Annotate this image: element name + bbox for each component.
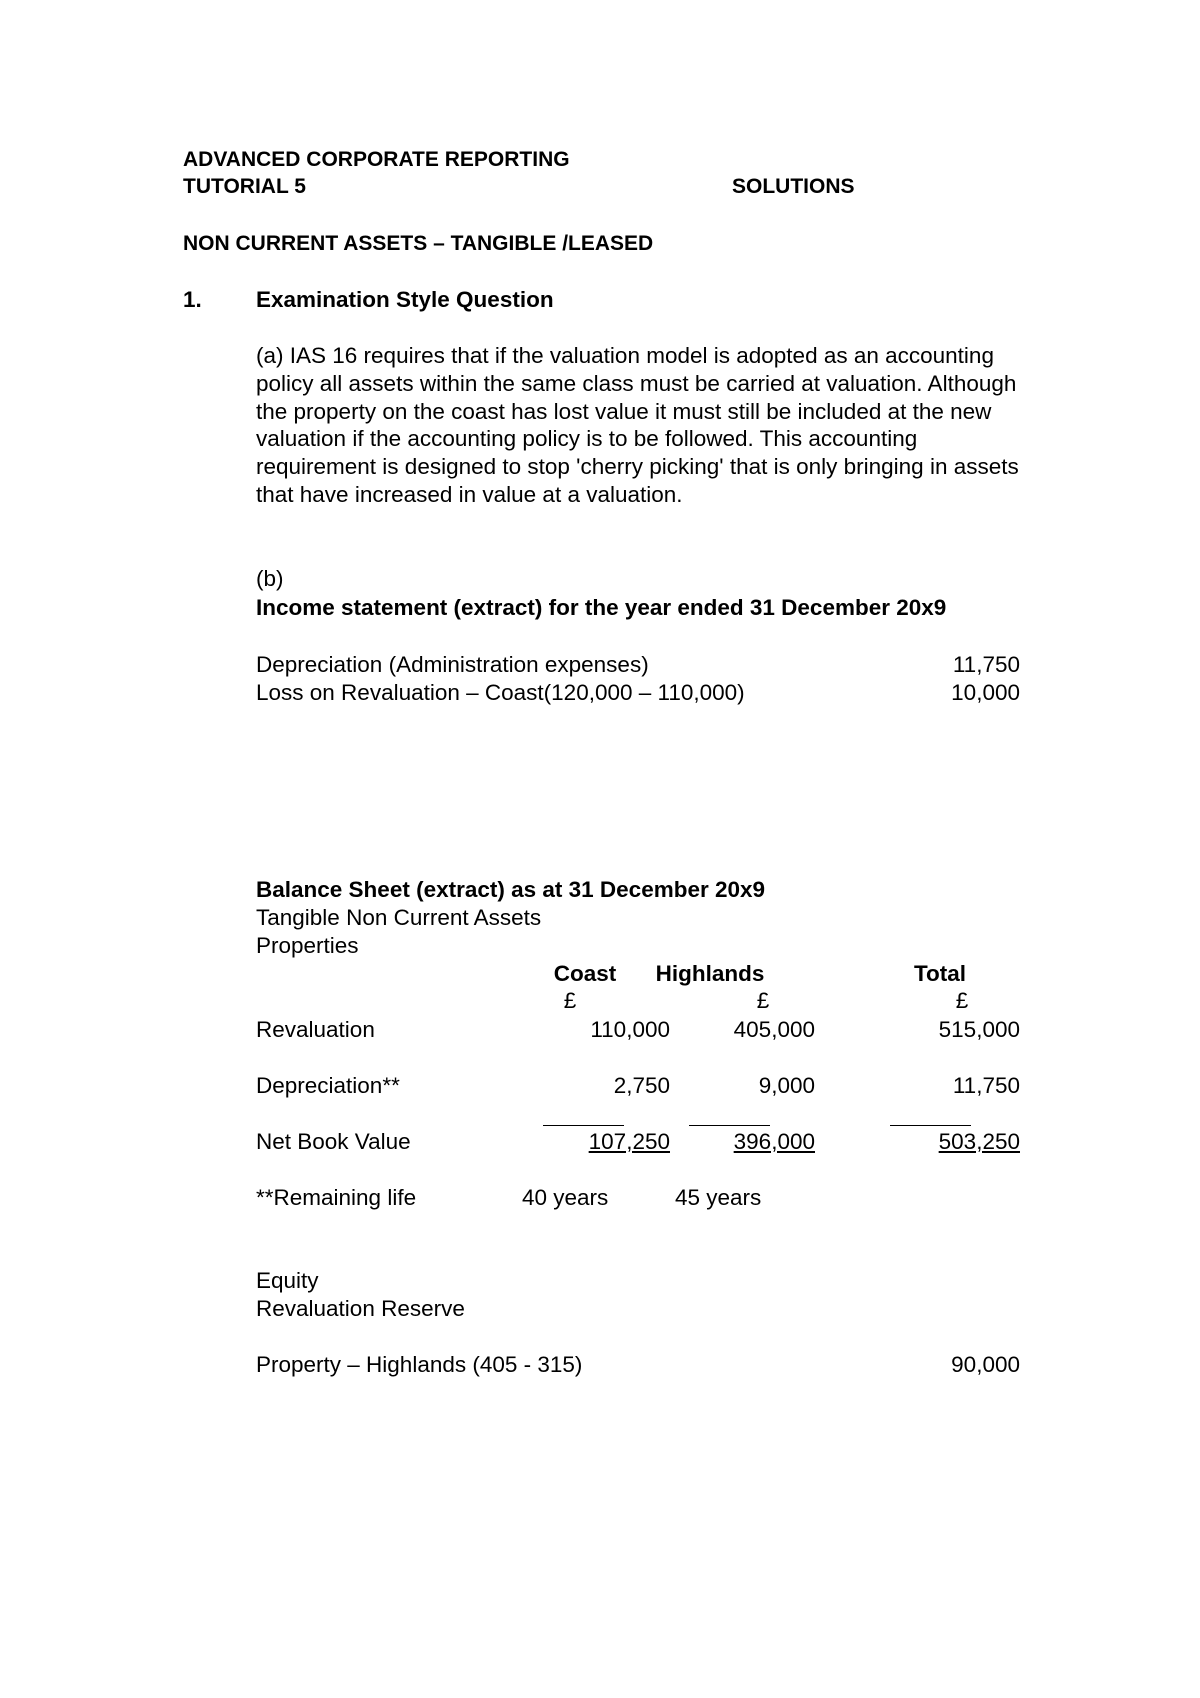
remaining-life-highlands: 45 years — [675, 1185, 762, 1210]
subtotal-rule — [890, 1125, 971, 1126]
remaining-life-coast: 40 years — [522, 1185, 609, 1210]
solutions-label: SOLUTIONS — [732, 175, 855, 198]
income-row-value: 11,750 — [952, 652, 1020, 677]
cell-coast: 110,000 — [590, 1017, 670, 1042]
part-b-label: (b) — [256, 566, 284, 591]
course-title: ADVANCED CORPORATE REPORTING — [183, 148, 570, 171]
income-row-label: Loss on Revaluation – Coast(120,000 – 110,000) — [256, 680, 745, 705]
table-row-label: Depreciation** — [256, 1073, 400, 1098]
cell-total: 503,250 — [938, 1129, 1020, 1154]
equity-heading: Equity — [256, 1268, 319, 1293]
table-row-label: Net Book Value — [256, 1129, 411, 1154]
remaining-life-label: **Remaining life — [256, 1185, 417, 1210]
equity-row-label: Property – Highlands (405 - 315) — [256, 1352, 583, 1377]
balance-sheet-subtitle: Tangible Non Current Assets — [256, 905, 542, 930]
table-row-label: Revaluation — [256, 1017, 375, 1042]
equity-row-value: 90,000 — [951, 1352, 1020, 1377]
question-number: 1. — [183, 287, 202, 312]
income-statement-title: Income statement (extract) for the year ended 31 December 20x9 — [256, 595, 947, 620]
currency-coast: £ — [563, 988, 577, 1013]
currency-highlands: £ — [756, 988, 770, 1013]
subtotal-rule — [543, 1125, 624, 1126]
cell-coast: 107,250 — [588, 1129, 670, 1154]
subtotal-rule — [689, 1125, 770, 1126]
topic-heading: NON CURRENT ASSETS – TANGIBLE /LEASED — [183, 232, 654, 255]
column-header-highlands: Highlands — [655, 961, 765, 986]
balance-sheet-subtitle: Properties — [256, 933, 359, 958]
cell-highlands: 396,000 — [733, 1129, 815, 1154]
column-header-coast: Coast — [553, 961, 617, 986]
column-header-total: Total — [913, 961, 967, 986]
currency-total: £ — [955, 988, 969, 1013]
cell-total: 515,000 — [938, 1017, 1020, 1042]
income-row-label: Depreciation (Administration expenses) — [256, 652, 649, 677]
question-title: Examination Style Question — [256, 287, 554, 312]
cell-highlands: 405,000 — [733, 1017, 815, 1042]
part-a-paragraph: (a) IAS 16 requires that if the valuation model is adopted as an accounting policy all assets within the same class must be carried at valuation. Although the property on the coast has lost value it must still be included at the new valuation if the accounting policy is to be followed. This accounting requirement is designed to stop 'cherry picking' that is only bringing in assets that have increased in value at a valuation. — [256, 343, 1019, 507]
cell-coast: 2,750 — [613, 1073, 670, 1098]
income-row-value: 10,000 — [951, 680, 1020, 705]
cell-highlands: 9,000 — [758, 1073, 815, 1098]
revaluation-reserve-heading: Revaluation Reserve — [256, 1296, 465, 1321]
cell-total: 11,750 — [952, 1073, 1020, 1098]
balance-sheet-title: Balance Sheet (extract) as at 31 December 20x9 — [256, 877, 766, 902]
tutorial-label: TUTORIAL 5 — [183, 175, 306, 198]
